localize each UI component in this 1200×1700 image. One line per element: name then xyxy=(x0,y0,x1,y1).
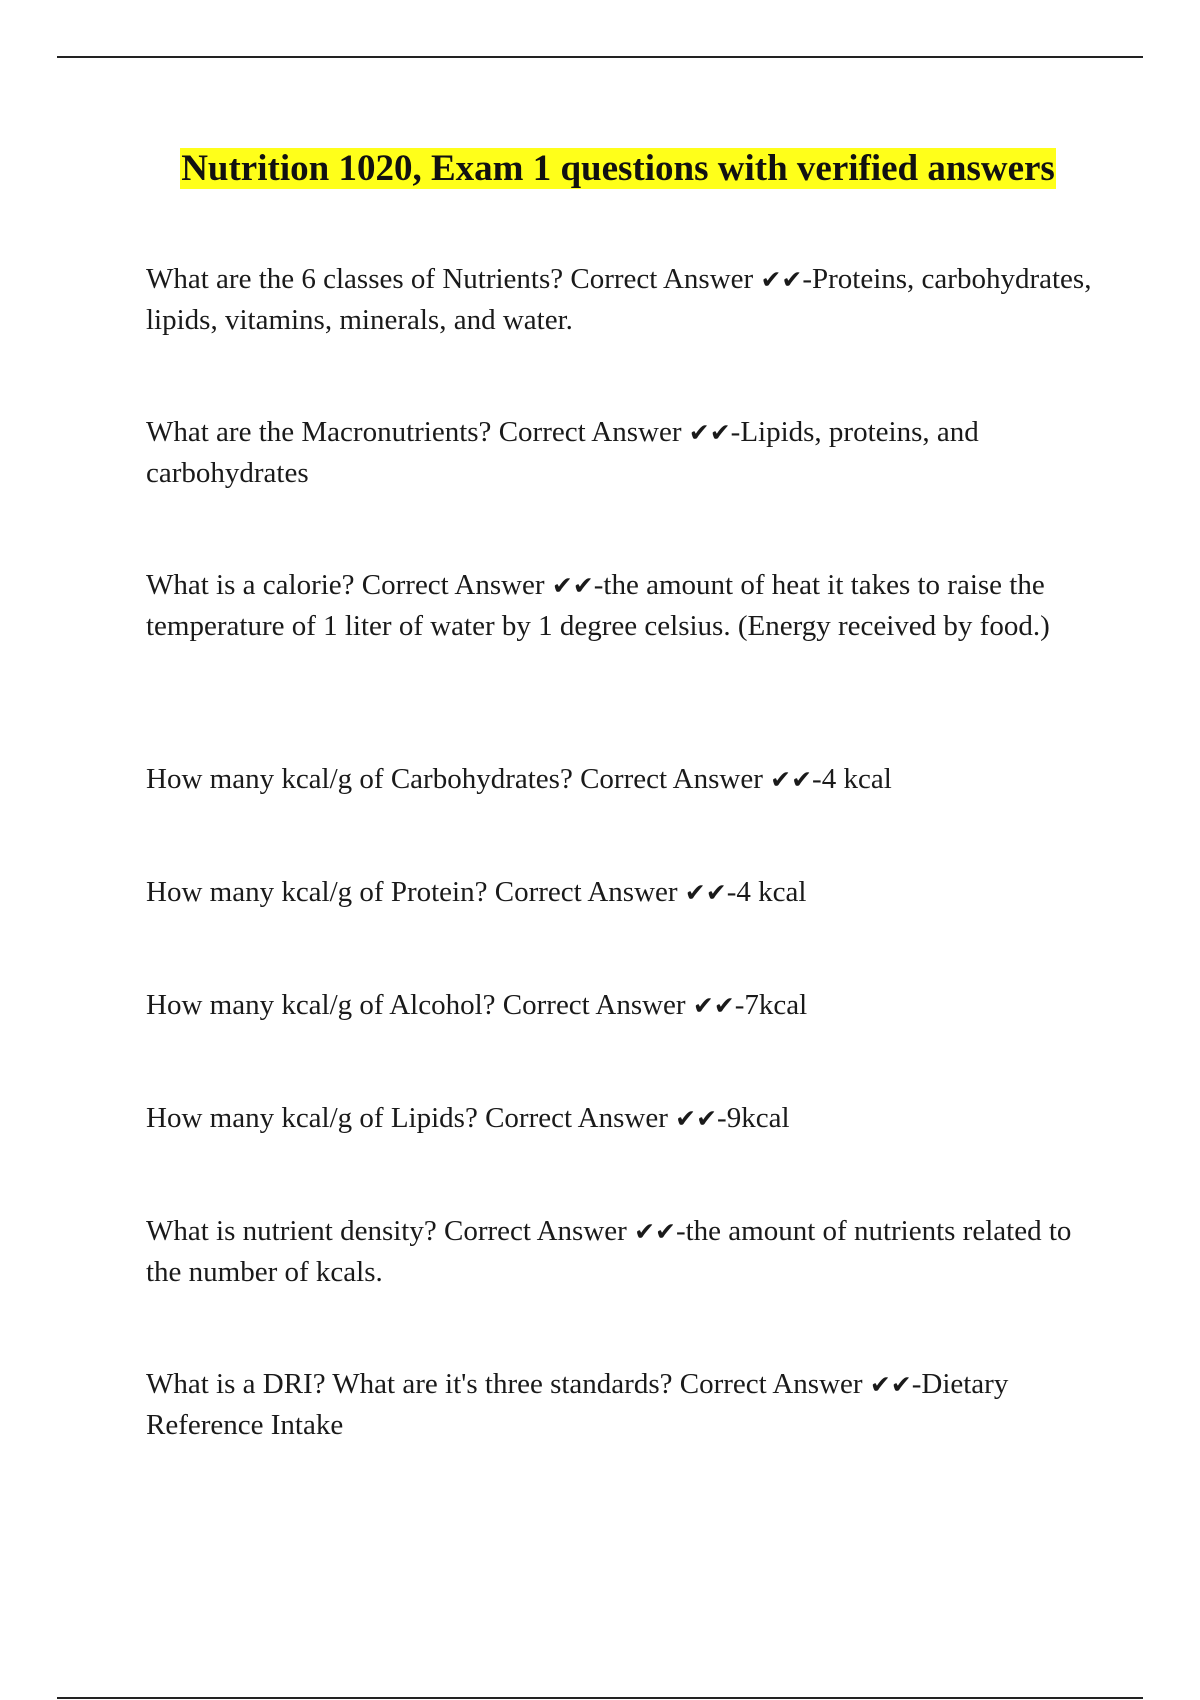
question-text: What are the Macronutrients? xyxy=(146,416,492,448)
answer-text: -Dietary Reference Intake xyxy=(146,1368,1009,1441)
answer-label: Correct Answer xyxy=(679,1368,863,1400)
qa-item xyxy=(146,872,1096,913)
check-mark-icon: ✔✔ xyxy=(675,1104,718,1133)
qa-item xyxy=(146,412,1096,493)
answer-text: -the amount of nutrients related to the number of kcals. xyxy=(146,1215,1072,1288)
check-mark-icon: ✔✔ xyxy=(684,878,727,907)
qa-item xyxy=(146,1098,1096,1139)
qa-item xyxy=(146,1211,1096,1292)
qa-item xyxy=(146,985,1096,1026)
answer-text: -9kcal xyxy=(717,1102,790,1134)
check-mark-icon: ✔✔ xyxy=(634,1217,676,1246)
answer-label: Correct Answer xyxy=(494,876,678,908)
qa-item xyxy=(146,565,1096,646)
page-top-rule xyxy=(57,56,1143,58)
question-text: What is nutrient density? xyxy=(146,1215,437,1247)
answer-text: -7kcal xyxy=(734,989,808,1021)
document-title xyxy=(145,143,1091,194)
answer-label: Correct Answer xyxy=(580,763,763,795)
check-mark-icon: ✔✔ xyxy=(688,418,731,447)
question-text: How many kcal/g of Lipids? xyxy=(146,1102,478,1134)
question-text: How many kcal/g of Alcohol? xyxy=(146,989,496,1021)
answer-label: Correct Answer xyxy=(502,989,686,1021)
answer-label: Correct Answer xyxy=(485,1102,668,1134)
check-mark-icon: ✔✔ xyxy=(692,991,735,1020)
answer-text: -Lipids, proteins, and carbohydrates xyxy=(146,416,979,489)
check-mark-icon: ✔✔ xyxy=(770,765,813,794)
answer-text: -the amount of heat it takes to raise the temperature of 1 liter of water by 1 degree celsius. (Energy received by food.) xyxy=(146,569,1050,642)
answer-text: -4 kcal xyxy=(812,763,892,795)
answer-label: Correct Answer xyxy=(498,416,682,448)
question-text: What is a DRI? What are it's three standards? xyxy=(146,1368,673,1400)
question-text: What is a calorie? xyxy=(146,569,355,601)
check-mark-icon: ✔✔ xyxy=(869,1370,912,1399)
question-text: What are the 6 classes of Nutrients? xyxy=(146,263,564,295)
check-mark-icon: ✔✔ xyxy=(760,265,803,294)
question-text: How many kcal/g of Protein? xyxy=(146,876,488,908)
qa-item xyxy=(146,759,1096,800)
document-title-text: Nutrition 1020, Exam 1 questions with verified answers xyxy=(181,148,1055,189)
question-text: How many kcal/g of Carbohydrates? xyxy=(146,763,573,795)
answer-text: -Proteins, carbohydrates, lipids, vitamins, minerals, and water. xyxy=(146,263,1092,336)
answer-text: -4 kcal xyxy=(726,876,807,908)
qa-item xyxy=(146,259,1096,340)
answer-label: Correct Answer xyxy=(361,569,545,601)
qa-item xyxy=(146,1364,1096,1445)
answer-label: Correct Answer xyxy=(570,263,754,295)
check-mark-icon: ✔✔ xyxy=(551,571,594,600)
answer-label: Correct Answer xyxy=(444,1215,627,1247)
page-bottom-rule xyxy=(57,1697,1143,1699)
